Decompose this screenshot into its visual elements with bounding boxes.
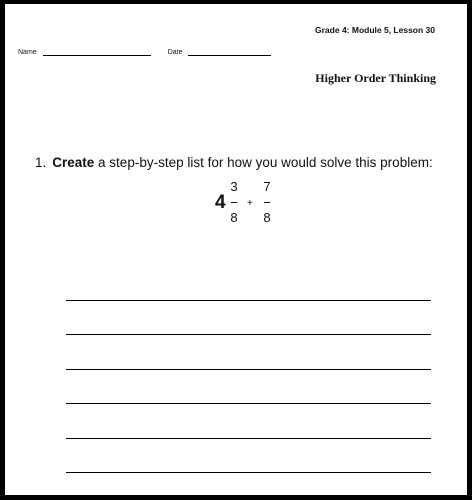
- fraction-1-bar: [231, 202, 237, 203]
- date-label: Date: [167, 49, 183, 56]
- question-prompt: [35, 155, 433, 170]
- module-lesson-header: Grade 4: Module 5, Lesson 30: [315, 25, 435, 35]
- date-blank-line: [188, 48, 271, 56]
- answer-line[interactable]: [66, 369, 431, 370]
- answer-line[interactable]: [66, 438, 431, 439]
- section-title: Higher Order Thinking: [315, 71, 436, 85]
- question-number: 1.: [35, 155, 47, 170]
- plus-operator: +: [247, 198, 253, 209]
- answer-line[interactable]: [66, 334, 431, 335]
- answer-line[interactable]: [66, 300, 431, 301]
- name-blank-line: [43, 48, 151, 56]
- fraction-1-denominator: 8: [230, 210, 238, 225]
- answer-line[interactable]: [66, 472, 431, 473]
- question-keyword: Create: [52, 155, 95, 170]
- question-text: a step-by-step list for how you would solve this problem:: [94, 155, 433, 170]
- fraction-2-numerator: 7: [263, 179, 271, 194]
- fraction-2-denominator: 8: [263, 210, 271, 225]
- answer-line[interactable]: [66, 403, 431, 404]
- fraction-2-bar: [264, 202, 270, 203]
- worksheet-page: [5, 4, 467, 495]
- fraction-1-numerator: 3: [230, 179, 238, 194]
- name-date-row: [18, 48, 271, 56]
- whole-number: 4: [215, 192, 226, 213]
- math-problem: [215, 175, 285, 231]
- name-label: Name: [18, 49, 37, 56]
